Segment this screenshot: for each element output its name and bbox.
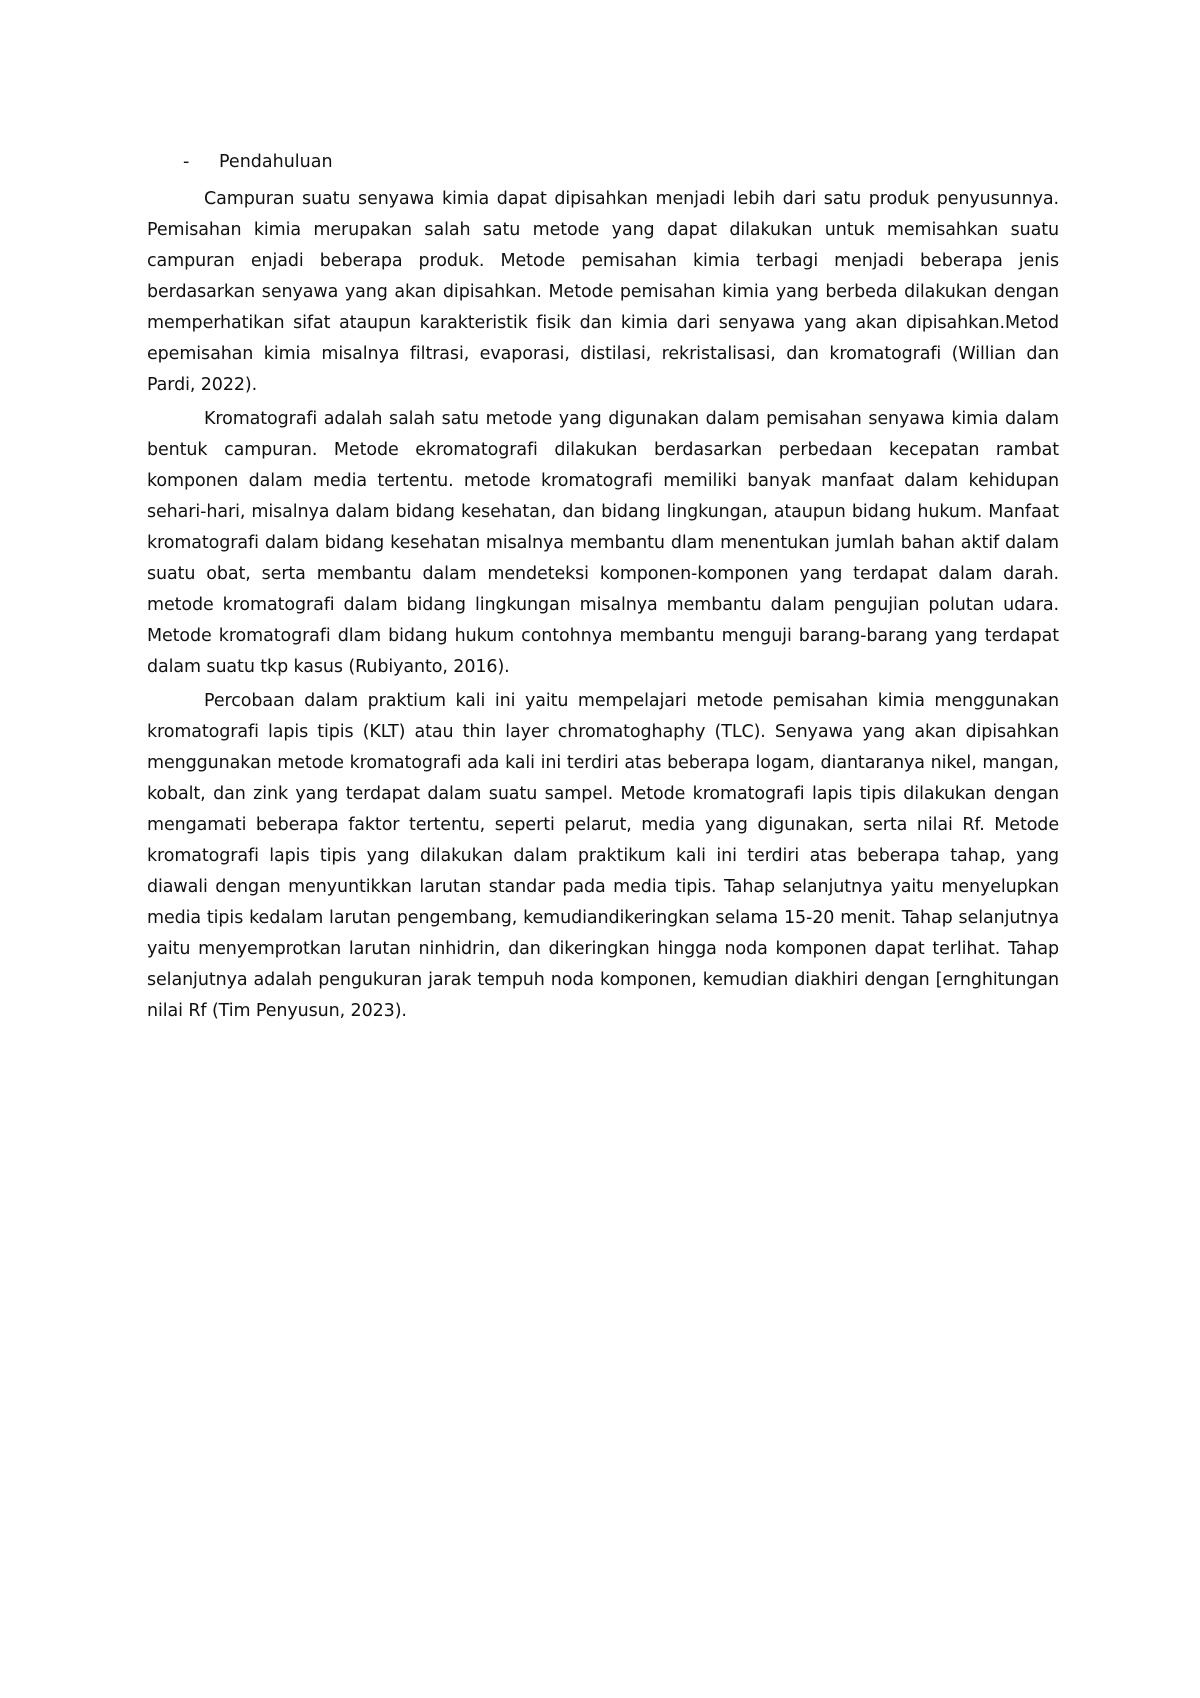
paragraph-chromatography: Kromatografi adalah salah satu metode yang digunakan dalam pemisahan senyawa kimia dalam bentuk campuran. Metode ekromatografi dilakukan berdasarkan perbedaan kecepatan rambat komponen dalam media tertentu. metode kromatografi memiliki banyak manfaat dalam kehidupan sehari-hari, misalnya dalam bidang kesehatan, dan bidang lingkungan, ataupun bidang hukum. Manfaat kromatografi dalam bidang kesehatan misalnya membantu dlam menentukan jumlah bahan aktif dalam suatu obat, serta membantu dalam mendeteksi komponen-komponen yang terdapat dalam darah. metode kromatografi dalam bidang lingkungan misalnya membantu dalam pengujian polutan udara. Metode kromatografi dlam bidang hukum contohnya membantu menguji barang-barang yang terdapat dalam suatu tkp kasus (Rubiyanto, 2016). <box>147 409 1059 677</box>
document-body <box>147 147 1059 1030</box>
list-bullet: - <box>183 152 190 172</box>
section-heading <box>147 147 1059 178</box>
paragraph-experiment: Percobaan dalam praktium kali ini yaitu mempelajari metode pemisahan kimia menggunakan kromatografi lapis tipis (KLT) atau thin layer chromatoghaphy (TLC). Senyawa yang akan dipisahkan menggunakan metode kromatografi ada kali ini terdiri atas beberapa logam, diantaranya nikel, mangan, kobalt, dan zink yang terdapat dalam suatu sampel. Metode kromatografi lapis tipis dilakukan dengan mengamati beberapa faktor tertentu, seperti pelarut, media yang digunakan, serta nilai Rf. Metode kromatografi lapis tipis yang dilakukan dalam praktikum kali ini terdiri atas beberapa tahap, yang diawali dengan menyuntikkan larutan standar pada media tipis. Tahap selanjutnya yaitu menyelupkan media tipis kedalam larutan pengembang, kemudiandikeringkan selama 15-20 menit. Tahap selanjutnya yaitu menyemprotkan larutan ninhidrin, dan dikeringkan hingga noda komponen dapat terlihat. Tahap selanjutnya adalah pengukuran jarak tempuh noda komponen, kemudian diakhiri dengan [ernghitungan nilai Rf (Tim Penyusun, 2023). <box>147 691 1059 1021</box>
section-title: Pendahuluan <box>219 152 333 172</box>
paragraph-intro: Campuran suatu senyawa kimia dapat dipisahkan menjadi lebih dari satu produk penyusunnya. Pemisahan kimia merupakan salah satu metode yang dapat dilakukan untuk memisahkan suatu campuran enjadi beberapa produk. Metode pemisahan kimia terbagi menjadi beberapa jenis berdasarkan senyawa yang akan dipisahkan. Metode pemisahan kimia yang berbeda dilakukan dengan memperhatikan sifat ataupun karakteristik fisik dan kimia dari senyawa yang akan dipisahkan.Metod epemisahan kimia misalnya filtrasi, evaporasi, distilasi, rekristalisasi, dan kromatografi (Willian dan Pardi, 2022). <box>147 189 1059 395</box>
